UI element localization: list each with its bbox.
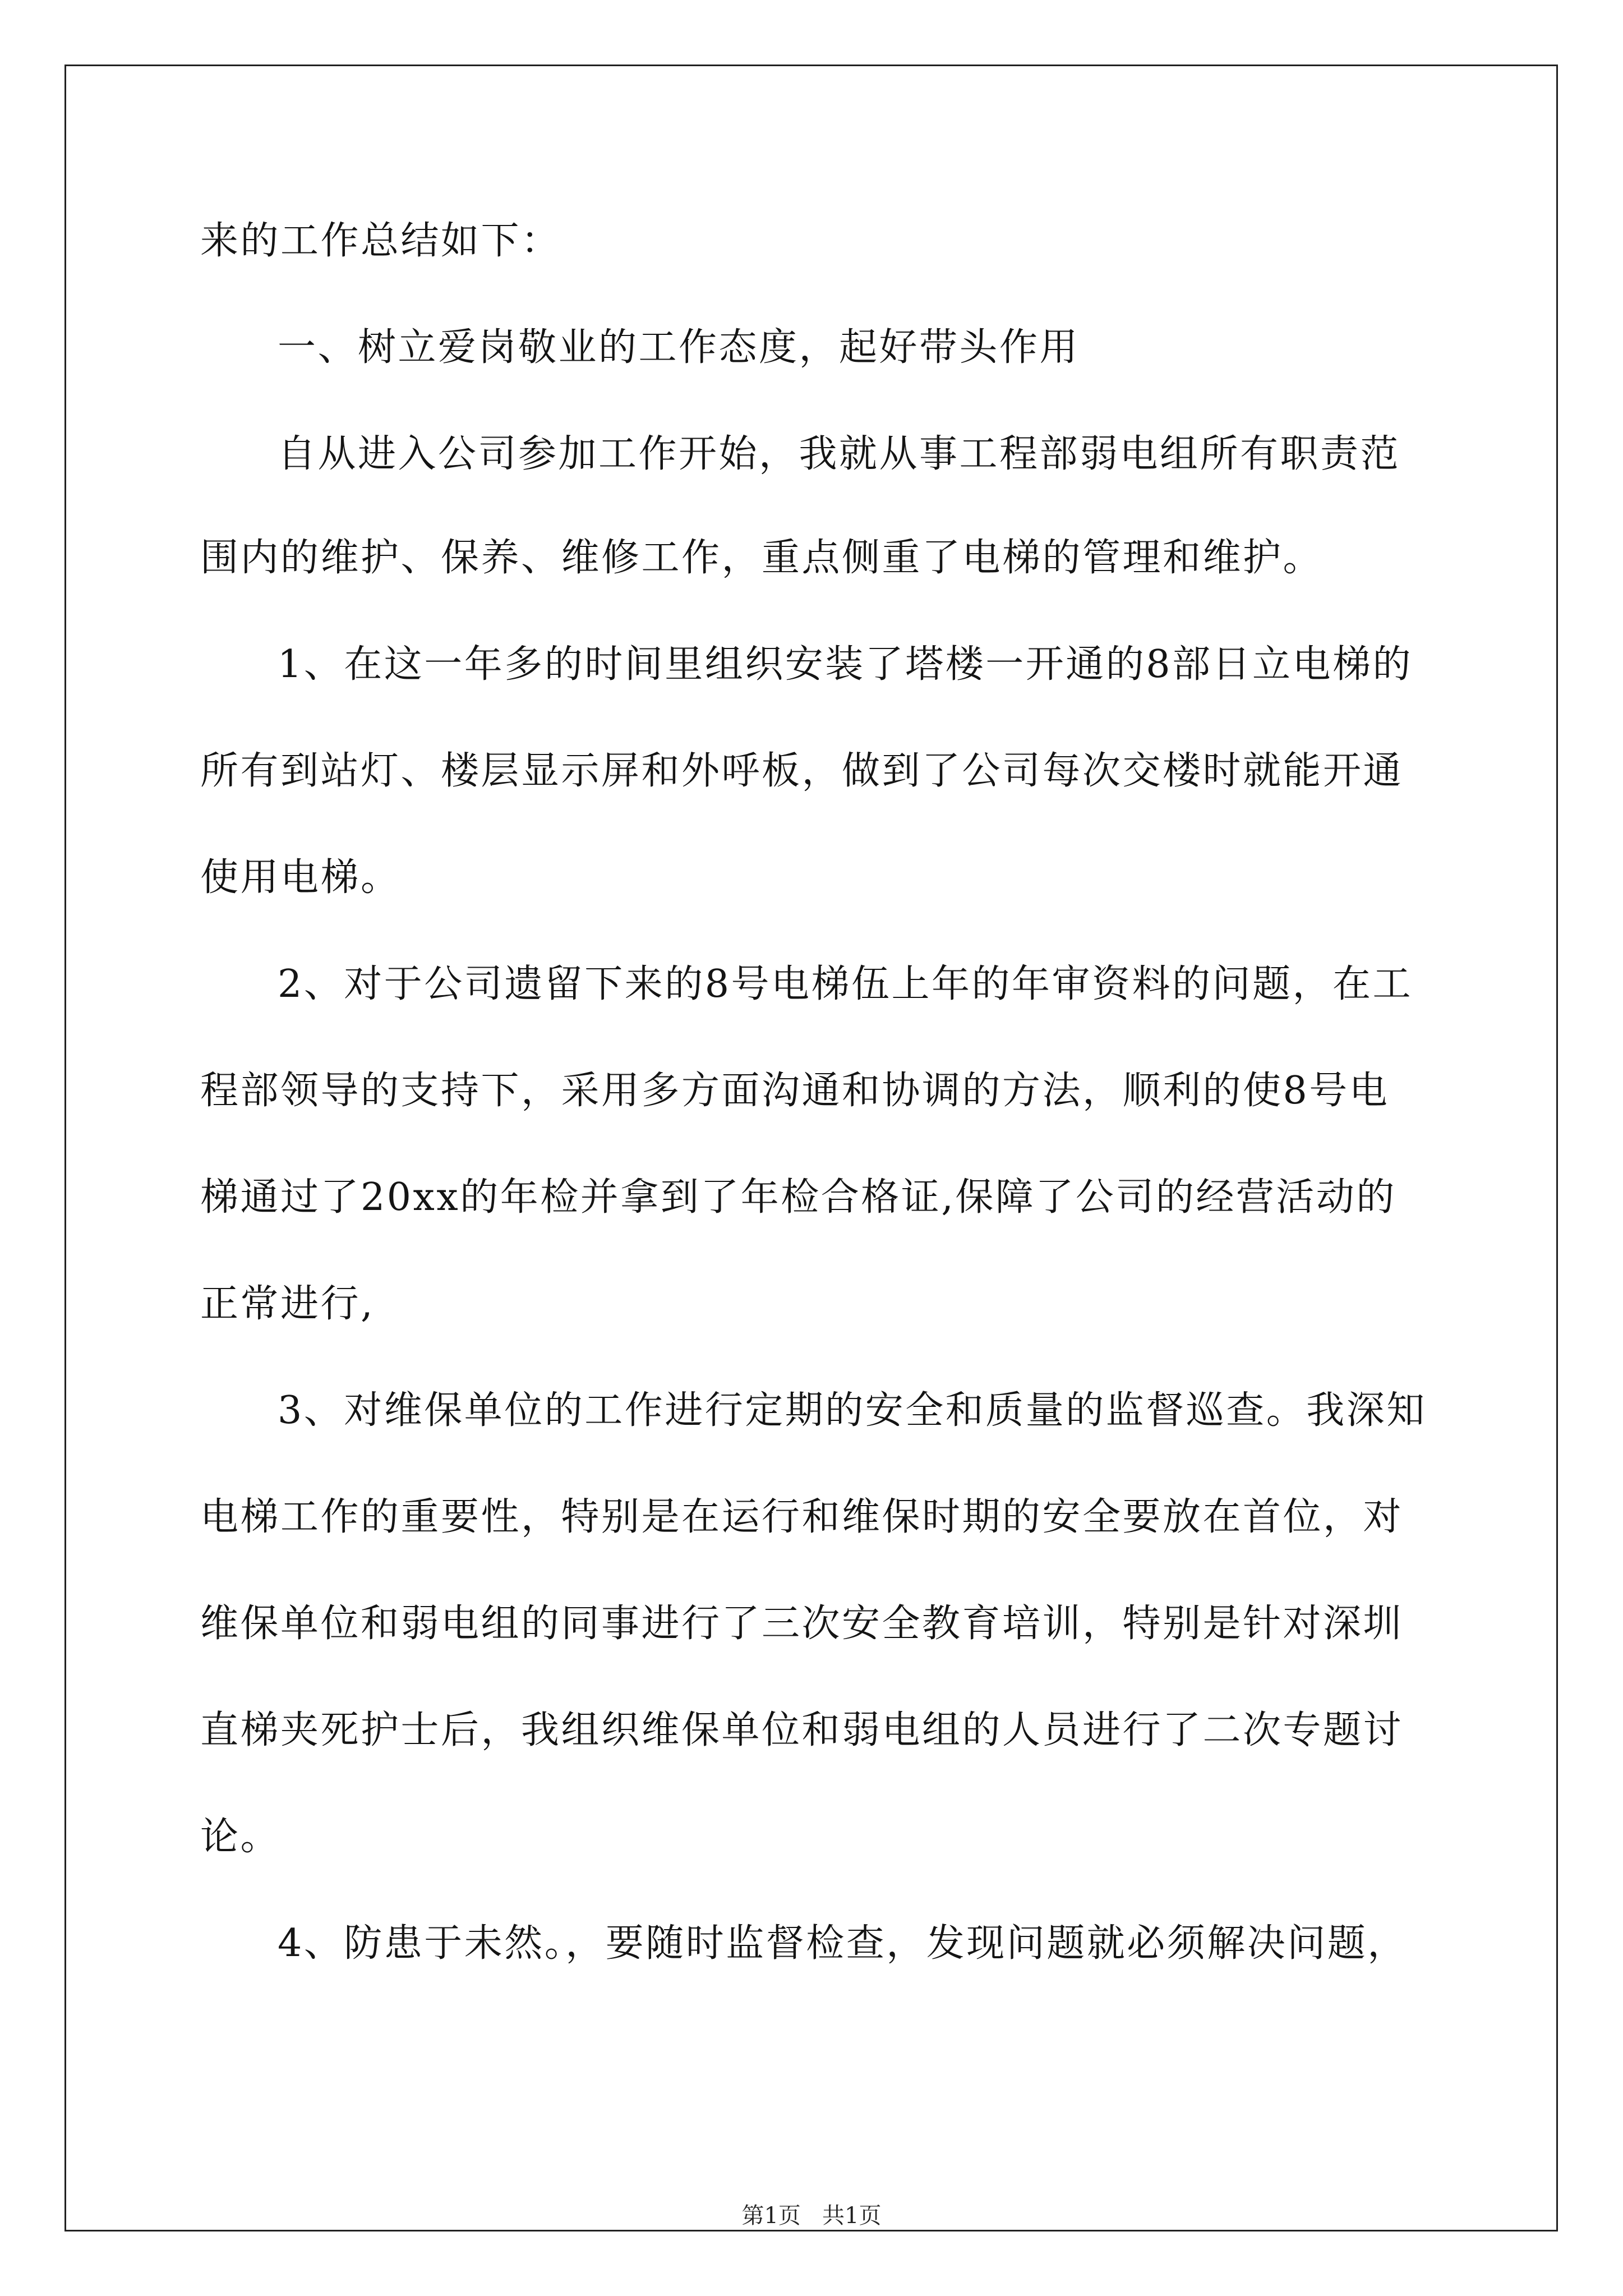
text-line: 维保单位和弱电组的同事进行了三次安全教育培训，特别是针对深圳	[200, 1602, 1404, 1646]
text-line: 正常进行,	[200, 1282, 375, 1326]
page-border	[64, 65, 1558, 2231]
text-line: 使用电梯。	[200, 855, 401, 900]
text-line: 梯通过了20xx的年检并拿到了年检合格证,保障了公司的经营活动的	[200, 1175, 1396, 1220]
page-number: 第1页 共1页	[741, 2203, 882, 2229]
text-line: 自从进入公司参加工作开始，我就从事工程部弱电组所有职责范	[278, 432, 1401, 476]
text-line: 直梯夹死护士后，我组织维保单位和弱电组的人员进行了二次专题讨	[200, 1708, 1404, 1752]
text-line: 2、对于公司遗留下来的8号电梯伍上年的年审资料的问题，在工	[278, 962, 1413, 1006]
section-heading: 一、树立爱岗敬业的工作态度，起好带头作用	[278, 325, 1080, 370]
text-line: 程部领导的支持下，采用多方面沟通和协调的方法，顺利的使8号电	[200, 1069, 1390, 1113]
text-line: 所有到站灯、楼层显示屏和外呼板，做到了公司每次交楼时就能开通	[200, 749, 1404, 793]
text-line: 论。	[200, 1815, 281, 1859]
text-line: 来的工作总结如下：	[200, 219, 561, 263]
text-line: 3、对维保单位的工作进行定期的安全和质量的监督巡查。我深知	[278, 1388, 1427, 1433]
text-line: 电梯工作的重要性，特别是在运行和维保时期的安全要放在首位，对	[200, 1495, 1404, 1539]
text-line: 1、在这一年多的时间里组织安装了塔楼一开通的8部日立电梯的	[278, 642, 1413, 687]
text-line: 围内的维护、保养、维修工作，重点侧重了电梯的管理和维护。	[200, 536, 1324, 580]
text-line: 4、防患于未然。，要随时监督检查，发现问题就必须解决问题，	[278, 1921, 1408, 1966]
